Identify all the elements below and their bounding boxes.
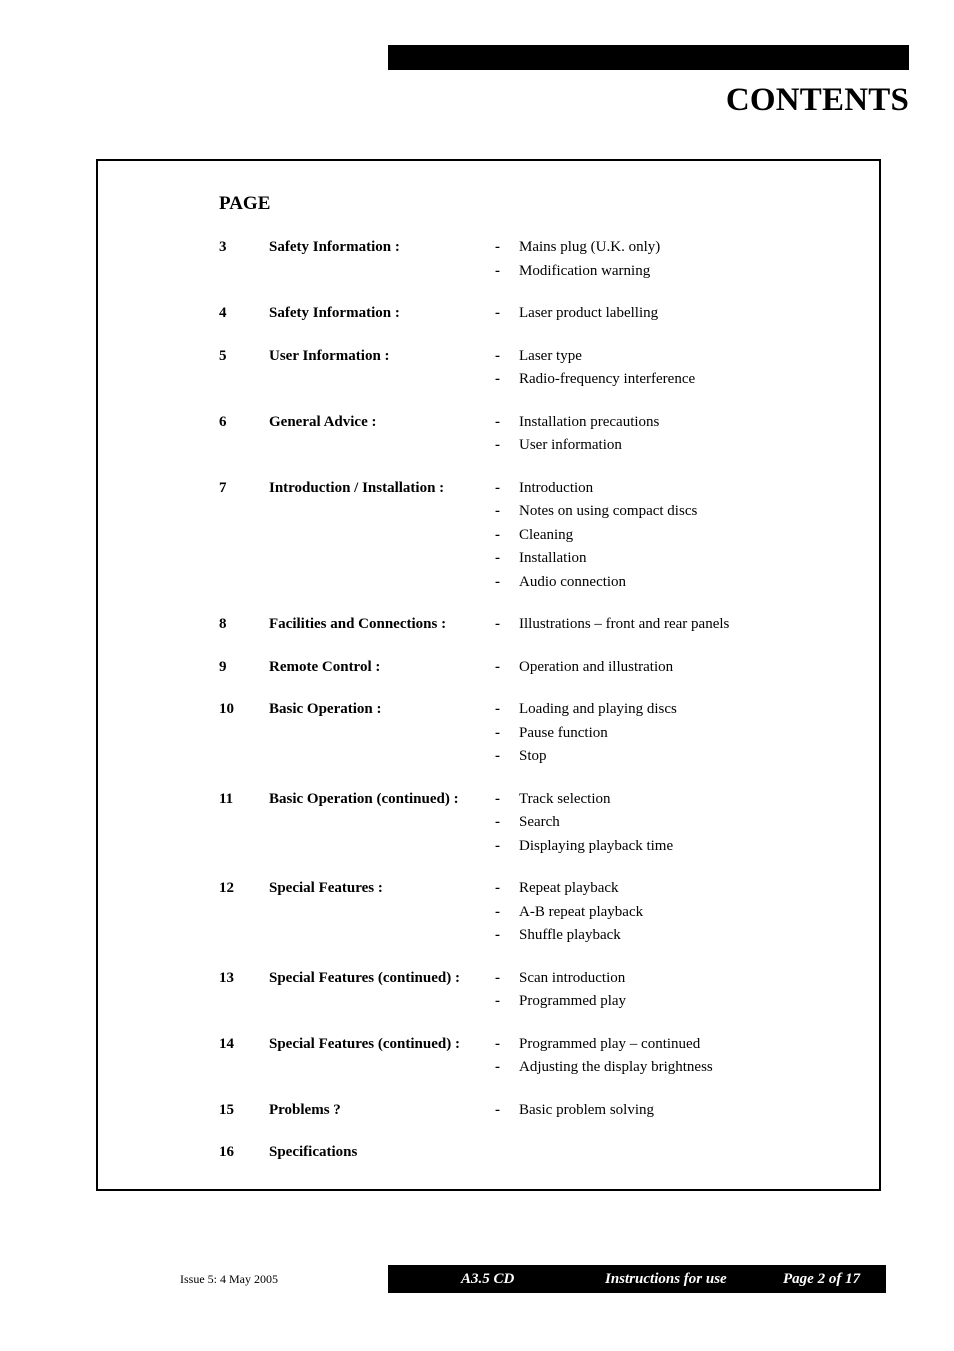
toc-entry bbox=[219, 656, 839, 680]
toc-subtopic bbox=[495, 967, 839, 991]
toc-section-title: Facilities and Connections : bbox=[269, 616, 447, 632]
toc-subtopic bbox=[495, 302, 839, 326]
toc-subtopic bbox=[495, 811, 839, 835]
toc-subtopic-label: Shuffle playback bbox=[519, 927, 621, 943]
toc-subtopic bbox=[495, 236, 839, 260]
toc-page-number: 15 bbox=[219, 1101, 234, 1118]
toc-entry bbox=[219, 477, 839, 595]
dash-bullet: - bbox=[495, 724, 500, 741]
toc-subtopic bbox=[495, 788, 839, 812]
toc-subtopic-label: Programmed play bbox=[519, 993, 627, 1009]
toc-subtopic bbox=[495, 698, 839, 722]
toc-page-number: 12 bbox=[219, 880, 234, 896]
dash-bullet: - bbox=[495, 658, 500, 675]
toc-subtopic bbox=[495, 500, 839, 524]
dash-bullet: - bbox=[495, 1101, 500, 1118]
footer-page-number: Page 2 of 17 bbox=[783, 1271, 861, 1287]
toc-subtopic bbox=[495, 745, 839, 769]
toc-page-number: 11 bbox=[219, 790, 234, 807]
toc-subtopic bbox=[495, 524, 839, 548]
toc-subtopic-label: Laser type bbox=[519, 347, 582, 364]
toc-page-number: 10 bbox=[219, 701, 234, 717]
toc-subtopic-label: Scan introduction bbox=[519, 969, 626, 986]
toc-subtopic-list bbox=[495, 477, 839, 595]
dash-bullet: - bbox=[495, 1059, 500, 1075]
toc-subtopic-list bbox=[495, 656, 839, 680]
toc-subtopic bbox=[495, 477, 839, 501]
toc-section-title: Introduction / Installation : bbox=[269, 479, 445, 496]
toc-subtopic-label: Illustrations – front and rear panels bbox=[519, 616, 730, 632]
toc-subtopic bbox=[495, 434, 839, 458]
toc-subtopic bbox=[495, 613, 839, 637]
toc-subtopic bbox=[495, 656, 839, 680]
dash-bullet: - bbox=[495, 262, 500, 279]
dash-bullet: - bbox=[495, 526, 500, 543]
toc-subtopic-list bbox=[495, 967, 839, 1014]
toc-entry bbox=[219, 236, 839, 283]
dash-bullet: - bbox=[495, 748, 500, 764]
dash-bullet: - bbox=[495, 503, 500, 519]
toc-subtopic-list bbox=[495, 877, 839, 948]
toc-subtopic bbox=[495, 877, 839, 901]
toc-subtopic-list bbox=[495, 302, 839, 326]
toc-page-number: 5 bbox=[219, 347, 227, 364]
toc-section-title: Safety Information : bbox=[269, 305, 400, 321]
toc-subtopic bbox=[495, 1099, 839, 1123]
toc-subtopic bbox=[495, 901, 839, 925]
toc-entry bbox=[219, 302, 839, 326]
page-title: CONTENTS bbox=[725, 82, 909, 118]
footer-model: A3.5 CD bbox=[461, 1271, 515, 1287]
toc-section-title: User Information : bbox=[269, 347, 390, 364]
toc-page-number: 13 bbox=[219, 969, 234, 986]
toc-subtopic-list bbox=[495, 1099, 839, 1123]
toc-entry bbox=[219, 411, 839, 458]
toc-subtopic bbox=[495, 1033, 839, 1057]
toc-page-number: 8 bbox=[219, 616, 227, 632]
toc-subtopic-label: Laser product labelling bbox=[519, 305, 659, 321]
toc-subtopic bbox=[495, 571, 839, 595]
toc-section-title: Specifications bbox=[269, 1144, 358, 1160]
page-column-label: PAGE bbox=[219, 193, 271, 214]
dash-bullet: - bbox=[495, 903, 500, 920]
issue-date: Issue 5: 4 May 2005 bbox=[180, 1272, 278, 1286]
toc-subtopic-label: Mains plug (U.K. only) bbox=[519, 239, 661, 255]
toc-subtopic-label: Repeat playback bbox=[519, 880, 619, 896]
toc-subtopic-list bbox=[495, 236, 839, 283]
toc-entry bbox=[219, 1099, 839, 1123]
dash-bullet: - bbox=[495, 239, 500, 255]
toc-subtopic-label: Pause function bbox=[519, 724, 608, 741]
toc-subtopic-label: Audio connection bbox=[519, 573, 627, 590]
toc-subtopic-label: Adjusting the display brightness bbox=[519, 1059, 713, 1075]
toc-subtopic-label: Radio-frequency interference bbox=[519, 371, 696, 387]
toc-subtopic-label: Loading and playing discs bbox=[519, 701, 677, 717]
toc-section-title: Safety Information : bbox=[269, 239, 400, 255]
contents-list bbox=[219, 236, 839, 1184]
toc-subtopic bbox=[495, 411, 839, 435]
dash-bullet: - bbox=[495, 1035, 500, 1052]
toc-section-title: Problems ? bbox=[269, 1101, 341, 1118]
toc-page-number: 14 bbox=[219, 1035, 234, 1052]
footer-doc-type: Instructions for use bbox=[605, 1271, 727, 1287]
dash-bullet: - bbox=[495, 927, 500, 943]
toc-subtopic-list bbox=[495, 1141, 839, 1165]
toc-page-number: 4 bbox=[219, 305, 227, 321]
toc-entry bbox=[219, 345, 839, 392]
toc-section-title: Basic Operation : bbox=[269, 701, 382, 717]
toc-entry bbox=[219, 877, 839, 948]
header-bar bbox=[388, 45, 909, 70]
toc-subtopic-list bbox=[495, 788, 839, 859]
dash-bullet: - bbox=[495, 993, 500, 1009]
dash-bullet: - bbox=[495, 969, 500, 986]
toc-subtopic bbox=[495, 547, 839, 571]
toc-subtopic-list bbox=[495, 613, 839, 637]
toc-subtopic-label: Programmed play – continued bbox=[519, 1035, 701, 1052]
toc-entry bbox=[219, 788, 839, 859]
dash-bullet: - bbox=[495, 880, 500, 896]
toc-subtopic-label: User information bbox=[519, 437, 622, 453]
toc-subtopic bbox=[495, 835, 839, 859]
footer-bar bbox=[388, 1265, 886, 1293]
dash-bullet: - bbox=[495, 701, 500, 717]
toc-subtopic-list bbox=[495, 411, 839, 458]
dash-bullet: - bbox=[495, 616, 500, 632]
toc-entry bbox=[219, 1141, 839, 1165]
toc-page-number: 6 bbox=[219, 413, 227, 430]
toc-subtopic-label: Basic problem solving bbox=[519, 1101, 654, 1118]
toc-entry bbox=[219, 698, 839, 769]
toc-page-number: 3 bbox=[219, 239, 227, 255]
toc-subtopic-label: Stop bbox=[519, 748, 547, 764]
toc-subtopic-label: Search bbox=[519, 814, 560, 830]
toc-subtopic-label: Cleaning bbox=[519, 526, 574, 543]
dash-bullet: - bbox=[495, 790, 500, 807]
toc-subtopic bbox=[495, 1056, 839, 1080]
dash-bullet: - bbox=[495, 437, 500, 453]
dash-bullet: - bbox=[495, 347, 500, 364]
toc-subtopic bbox=[495, 260, 839, 284]
toc-subtopic bbox=[495, 368, 839, 392]
toc-section-title: Special Features (continued) : bbox=[269, 1035, 460, 1052]
toc-entry bbox=[219, 1033, 839, 1080]
toc-subtopic-label: Installation precautions bbox=[519, 413, 660, 430]
toc-subtopic bbox=[495, 924, 839, 948]
toc-page-number: 7 bbox=[219, 479, 227, 496]
toc-subtopic-list bbox=[495, 1033, 839, 1080]
toc-subtopic bbox=[495, 990, 839, 1014]
toc-subtopic-label: A-B repeat playback bbox=[519, 903, 644, 920]
dash-bullet: - bbox=[495, 814, 500, 830]
toc-subtopic-list bbox=[495, 345, 839, 392]
toc-subtopic-label: Operation and illustration bbox=[519, 658, 674, 675]
toc-subtopic bbox=[495, 345, 839, 369]
dash-bullet: - bbox=[495, 837, 500, 854]
toc-section-title: Remote Control : bbox=[269, 658, 381, 675]
toc-section-title: Special Features : bbox=[269, 880, 383, 896]
toc-page-number: 9 bbox=[219, 658, 227, 675]
toc-subtopic bbox=[495, 722, 839, 746]
toc-page-number: 16 bbox=[219, 1144, 234, 1160]
toc-subtopic-list bbox=[495, 698, 839, 769]
toc-subtopic-label: Track selection bbox=[519, 790, 611, 807]
toc-section-title: Special Features (continued) : bbox=[269, 969, 460, 986]
toc-section-title: Basic Operation (continued) : bbox=[269, 790, 459, 807]
toc-subtopic-label: Notes on using compact discs bbox=[519, 503, 698, 519]
dash-bullet: - bbox=[495, 305, 500, 321]
toc-subtopic-label: Installation bbox=[519, 550, 587, 566]
dash-bullet: - bbox=[495, 413, 500, 430]
dash-bullet: - bbox=[495, 479, 500, 496]
toc-subtopic-label: Introduction bbox=[519, 479, 594, 496]
toc-subtopic-label: Displaying playback time bbox=[519, 837, 674, 854]
toc-subtopic-label: Modification warning bbox=[519, 262, 651, 279]
toc-entry bbox=[219, 967, 839, 1014]
dash-bullet: - bbox=[495, 573, 500, 590]
toc-section-title: General Advice : bbox=[269, 413, 377, 430]
dash-bullet: - bbox=[495, 550, 500, 566]
dash-bullet: - bbox=[495, 371, 500, 387]
toc-entry bbox=[219, 613, 839, 637]
